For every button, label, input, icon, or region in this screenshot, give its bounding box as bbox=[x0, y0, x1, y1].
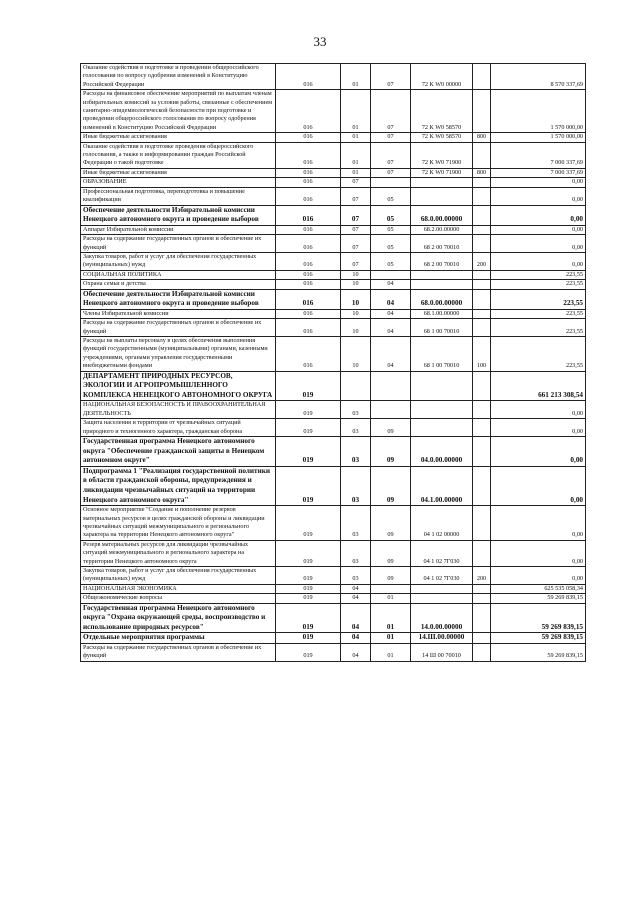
row-name: Основное мероприятие "Создание и пополнение резервов материальных ресурсов в целях гражданской обороны и ликвидации чрезвычайных ситуаций межмуниципального и регионального характера на территории Ненецкого автономного округа" bbox=[81, 506, 276, 541]
row-article bbox=[411, 270, 473, 279]
row-code: 019 bbox=[276, 401, 341, 419]
row-name: Общеэкономические вопросы bbox=[81, 594, 276, 603]
row-name: Государственная программа Ненецкого автономного округа "Охрана окружающей среды, воспроизводство и использование природных ресурсов" bbox=[81, 603, 276, 633]
row-code: 016 bbox=[276, 178, 341, 187]
row-name: Обеспечение деятельности Избирательной комиссии Ненецкого автономного округа и проведение выборов bbox=[81, 205, 276, 225]
row-code: 016 bbox=[276, 168, 341, 177]
row-section: 10 bbox=[341, 336, 371, 371]
table-row bbox=[81, 319, 586, 337]
row-expense bbox=[473, 594, 491, 603]
row-article: 72 К W0 00000 bbox=[411, 64, 473, 90]
row-name: Расходы на содержание государственных органов и обеспечение их функций bbox=[81, 319, 276, 337]
row-name: Иные бюджетные ассигнования bbox=[81, 133, 276, 142]
row-article bbox=[411, 584, 473, 593]
row-amount: 7 000 337,69 bbox=[491, 168, 586, 177]
row-section: 03 bbox=[341, 566, 371, 584]
table-row bbox=[81, 142, 586, 168]
row-amount: 223,55 bbox=[491, 336, 586, 371]
row-expense bbox=[473, 64, 491, 90]
row-subsection: 01 bbox=[371, 594, 411, 603]
row-name: Государственная программа Ненецкого автономного округа "Обеспечение гражданской защиты в Ненецком автономном округе" bbox=[81, 436, 276, 466]
row-amount: 8 570 337,69 bbox=[491, 64, 586, 90]
row-section: 10 bbox=[341, 319, 371, 337]
row-article bbox=[411, 419, 473, 437]
table-row bbox=[81, 205, 586, 225]
row-subsection: 04 bbox=[371, 336, 411, 371]
row-subsection bbox=[371, 270, 411, 279]
row-subsection: 07 bbox=[371, 168, 411, 177]
row-amount: 0,00 bbox=[491, 205, 586, 225]
table-row bbox=[81, 371, 586, 401]
row-code: 016 bbox=[276, 142, 341, 168]
row-code: 019 bbox=[276, 633, 341, 644]
row-amount: 223,55 bbox=[491, 309, 586, 318]
row-subsection: 09 bbox=[371, 506, 411, 541]
row-code: 016 bbox=[276, 90, 341, 133]
row-article: 72 К W0 71900 bbox=[411, 142, 473, 168]
table-row bbox=[81, 252, 586, 270]
row-name: Иные бюджетные ассигнования bbox=[81, 168, 276, 177]
row-expense bbox=[473, 540, 491, 566]
row-section: 07 bbox=[341, 178, 371, 187]
budget-table bbox=[80, 63, 586, 662]
row-section: 07 bbox=[341, 205, 371, 225]
row-code: 016 bbox=[276, 252, 341, 270]
table-row bbox=[81, 401, 586, 419]
row-subsection: 04 bbox=[371, 280, 411, 289]
page-number: 33 bbox=[313, 34, 327, 49]
row-article bbox=[411, 594, 473, 603]
row-amount: 0,00 bbox=[491, 436, 586, 466]
row-article bbox=[411, 280, 473, 289]
table-row bbox=[81, 506, 586, 541]
row-subsection: 05 bbox=[371, 205, 411, 225]
row-code: 019 bbox=[276, 540, 341, 566]
row-article: 04.0.00.00000 bbox=[411, 436, 473, 466]
table-row bbox=[81, 466, 586, 505]
row-section: 04 bbox=[341, 584, 371, 593]
table-row bbox=[81, 584, 586, 593]
row-amount: 625 535 058,34 bbox=[491, 584, 586, 593]
table-row bbox=[81, 225, 586, 234]
row-amount: 661 213 308,54 bbox=[491, 371, 586, 401]
row-code: 019 bbox=[276, 566, 341, 584]
table-row bbox=[81, 594, 586, 603]
row-expense bbox=[473, 205, 491, 225]
row-expense bbox=[473, 506, 491, 541]
table-row bbox=[81, 64, 586, 90]
row-name: Подпрограмма 1 "Реализация государственной политики в области гражданской обороны, предупреждения и ликвидации чрезвычайных ситуаций на территории Ненецкого автономного округа" bbox=[81, 466, 276, 505]
row-expense bbox=[473, 309, 491, 318]
row-code: 019 bbox=[276, 643, 341, 661]
row-name: Расходы на выплаты персоналу в целях обеспечения выполнения функций государственными (муниципальными) органами, казенными учреждениями, органами управления государственными внебюджетными фондами bbox=[81, 336, 276, 371]
table-row bbox=[81, 178, 586, 187]
row-expense bbox=[473, 289, 491, 309]
row-amount: 0,00 bbox=[491, 466, 586, 505]
row-code: 019 bbox=[276, 371, 341, 401]
table-row bbox=[81, 168, 586, 177]
row-article: 68.1.00.00000 bbox=[411, 309, 473, 318]
row-name: Члены Избирательной комиссии bbox=[81, 309, 276, 318]
row-name: Защита населения и территории от чрезвычайных ситуаций природного и техногенного характера, гражданская оборона bbox=[81, 419, 276, 437]
row-section: 03 bbox=[341, 506, 371, 541]
row-code: 019 bbox=[276, 603, 341, 633]
row-amount: 223,55 bbox=[491, 319, 586, 337]
row-subsection: 07 bbox=[371, 64, 411, 90]
row-amount: 0,00 bbox=[491, 566, 586, 584]
row-article: 04 1 02 7Г030 bbox=[411, 540, 473, 566]
row-amount: 59 269 839,15 bbox=[491, 594, 586, 603]
row-expense: 200 bbox=[473, 566, 491, 584]
row-amount: 223,55 bbox=[491, 270, 586, 279]
row-expense: 100 bbox=[473, 336, 491, 371]
row-article: 72 К W0 58570 bbox=[411, 90, 473, 133]
row-subsection: 01 bbox=[371, 633, 411, 644]
row-amount: 1 570 000,00 bbox=[491, 133, 586, 142]
row-amount: 0,00 bbox=[491, 235, 586, 253]
row-section: 01 bbox=[341, 168, 371, 177]
row-expense bbox=[473, 319, 491, 337]
row-name: Закупка товаров, работ и услуг для обеспечения государственных (муниципальных) нужд bbox=[81, 566, 276, 584]
row-code: 016 bbox=[276, 270, 341, 279]
row-section: 04 bbox=[341, 643, 371, 661]
row-article: 68 1 00 70010 bbox=[411, 319, 473, 337]
row-amount: 0,00 bbox=[491, 252, 586, 270]
row-amount: 0,00 bbox=[491, 187, 586, 205]
table-row bbox=[81, 419, 586, 437]
row-amount: 0,00 bbox=[491, 401, 586, 419]
row-article bbox=[411, 178, 473, 187]
row-expense bbox=[473, 401, 491, 419]
row-code: 016 bbox=[276, 187, 341, 205]
row-name: Расходы на содержание государственных органов и обеспечение их функций bbox=[81, 235, 276, 253]
row-section: 03 bbox=[341, 436, 371, 466]
row-section: 04 bbox=[341, 603, 371, 633]
row-article: 04 1 02 00000 bbox=[411, 506, 473, 541]
row-subsection: 05 bbox=[371, 225, 411, 234]
row-expense bbox=[473, 187, 491, 205]
row-amount: 59 269 839,15 bbox=[491, 603, 586, 633]
row-section: 03 bbox=[341, 466, 371, 505]
row-code: 016 bbox=[276, 205, 341, 225]
row-article: 04 1 02 7Г030 bbox=[411, 566, 473, 584]
row-expense bbox=[473, 371, 491, 401]
row-name: Отдельные мероприятия программы bbox=[81, 633, 276, 644]
row-amount: 0,00 bbox=[491, 540, 586, 566]
row-code: 019 bbox=[276, 419, 341, 437]
row-code: 019 bbox=[276, 506, 341, 541]
row-subsection: 09 bbox=[371, 540, 411, 566]
row-section: 01 bbox=[341, 142, 371, 168]
row-article: 04.1.00.00000 bbox=[411, 466, 473, 505]
row-section: 07 bbox=[341, 252, 371, 270]
row-section: 10 bbox=[341, 289, 371, 309]
row-expense bbox=[473, 142, 491, 168]
row-expense bbox=[473, 270, 491, 279]
row-code: 016 bbox=[276, 225, 341, 234]
table-row bbox=[81, 280, 586, 289]
row-expense: 200 bbox=[473, 252, 491, 270]
row-subsection: 04 bbox=[371, 319, 411, 337]
row-article: 68.0.00.00000 bbox=[411, 289, 473, 309]
row-amount: 0,00 bbox=[491, 178, 586, 187]
table-row bbox=[81, 540, 586, 566]
row-subsection bbox=[371, 178, 411, 187]
row-expense bbox=[473, 466, 491, 505]
row-code: 016 bbox=[276, 289, 341, 309]
row-name: СОЦИАЛЬНАЯ ПОЛИТИКА bbox=[81, 270, 276, 279]
row-article bbox=[411, 371, 473, 401]
row-subsection: 05 bbox=[371, 252, 411, 270]
row-name: Расходы на финансовое обеспечение мероприятий по выплатам членам избирательных комиссий за условия работы, связанные с обеспечением санитарно-эпидемиологической безопасности при подготовке и проведении общероссийского голосования по вопросу одобрения изменений в Конституцию Российской Федерации bbox=[81, 90, 276, 133]
row-subsection: 09 bbox=[371, 436, 411, 466]
row-code: 019 bbox=[276, 594, 341, 603]
row-subsection: 05 bbox=[371, 235, 411, 253]
row-section bbox=[341, 371, 371, 401]
row-article: 68.2.00.00000 bbox=[411, 225, 473, 234]
row-section: 03 bbox=[341, 540, 371, 566]
row-code: 016 bbox=[276, 319, 341, 337]
row-code: 016 bbox=[276, 235, 341, 253]
row-section: 10 bbox=[341, 280, 371, 289]
row-name: Оказание содействия в подготовке и проведении общероссийского голосования по вопросу одобрения изменений в Конституцию Российской Федерации bbox=[81, 64, 276, 90]
row-subsection: 07 bbox=[371, 133, 411, 142]
table-row bbox=[81, 289, 586, 309]
row-section: 01 bbox=[341, 133, 371, 142]
row-section: 04 bbox=[341, 594, 371, 603]
row-expense bbox=[473, 603, 491, 633]
row-expense bbox=[473, 178, 491, 187]
row-subsection: 04 bbox=[371, 309, 411, 318]
row-article: 68 1 00 70010 bbox=[411, 336, 473, 371]
row-name: ОБРАЗОВАНИЕ bbox=[81, 178, 276, 187]
row-name: Расходы на содержание государственных органов и обеспечение их функций bbox=[81, 643, 276, 661]
row-article: 68 2 00 70010 bbox=[411, 252, 473, 270]
row-code: 019 bbox=[276, 436, 341, 466]
row-amount: 0,00 bbox=[491, 419, 586, 437]
row-code: 016 bbox=[276, 133, 341, 142]
row-article bbox=[411, 187, 473, 205]
table-row bbox=[81, 603, 586, 633]
row-section: 03 bbox=[341, 401, 371, 419]
row-section: 01 bbox=[341, 64, 371, 90]
row-article: 14.Ш.00.00000 bbox=[411, 633, 473, 644]
row-subsection: 05 bbox=[371, 187, 411, 205]
row-section: 07 bbox=[341, 225, 371, 234]
row-subsection: 07 bbox=[371, 90, 411, 133]
row-section: 07 bbox=[341, 235, 371, 253]
table-row bbox=[81, 235, 586, 253]
row-expense: 800 bbox=[473, 168, 491, 177]
row-article bbox=[411, 401, 473, 419]
row-expense bbox=[473, 584, 491, 593]
row-section: 07 bbox=[341, 187, 371, 205]
row-subsection: 04 bbox=[371, 289, 411, 309]
row-expense bbox=[473, 90, 491, 133]
row-expense: 800 bbox=[473, 133, 491, 142]
row-article: 72 К W0 58570 bbox=[411, 133, 473, 142]
row-name: Охрана семьи и детства bbox=[81, 280, 276, 289]
row-expense bbox=[473, 633, 491, 644]
row-code: 019 bbox=[276, 466, 341, 505]
row-name: Резерв материальных ресурсов для ликвидации чрезвычайных ситуаций межмуниципального и регионального характера на территории Ненецкого автономного округа bbox=[81, 540, 276, 566]
row-name: ДЕПАРТАМЕНТ ПРИРОДНЫХ РЕСУРСОВ, ЭКОЛОГИИ И АГРОПРОМЫШЛЕННОГО КОМПЛЕКСА НЕНЕЦКОГО АВТОНОМНОГО ОКРУГА bbox=[81, 371, 276, 401]
row-amount: 0,00 bbox=[491, 225, 586, 234]
table-row bbox=[81, 90, 586, 133]
row-section: 10 bbox=[341, 309, 371, 318]
row-subsection: 09 bbox=[371, 419, 411, 437]
row-code: 016 bbox=[276, 336, 341, 371]
row-article: 72 К W0 71900 bbox=[411, 168, 473, 177]
table-row bbox=[81, 187, 586, 205]
row-amount: 59 269 839,15 bbox=[491, 643, 586, 661]
table-row bbox=[81, 643, 586, 661]
row-subsection: 01 bbox=[371, 643, 411, 661]
row-subsection bbox=[371, 371, 411, 401]
row-name: НАЦИОНАЛЬНАЯ БЕЗОПАСНОСТЬ И ПРАВООХРАНИТЕЛЬНАЯ ДЕЯТЕЛЬНОСТЬ bbox=[81, 401, 276, 419]
row-expense bbox=[473, 643, 491, 661]
row-expense bbox=[473, 235, 491, 253]
row-section: 10 bbox=[341, 270, 371, 279]
row-amount: 7 000 337,69 bbox=[491, 142, 586, 168]
row-code: 016 bbox=[276, 309, 341, 318]
row-amount: 223,55 bbox=[491, 280, 586, 289]
row-name: НАЦИОНАЛЬНАЯ ЭКОНОМИКА bbox=[81, 584, 276, 593]
row-amount: 223,55 bbox=[491, 289, 586, 309]
table-row bbox=[81, 336, 586, 371]
row-name: Аппарат Избирательной комиссии bbox=[81, 225, 276, 234]
row-amount: 59 269 839,15 bbox=[491, 633, 586, 644]
row-expense bbox=[473, 225, 491, 234]
row-name: Оказание содействия в подготовке проведения общероссийского голосования, а также в информировании граждан Российской Федерации о такой подготовке bbox=[81, 142, 276, 168]
row-subsection: 01 bbox=[371, 603, 411, 633]
row-expense bbox=[473, 436, 491, 466]
table-row bbox=[81, 270, 586, 279]
row-name: Профессиональная подготовка, переподготовка и повышение квалификации bbox=[81, 187, 276, 205]
row-code: 016 bbox=[276, 280, 341, 289]
row-code: 016 bbox=[276, 64, 341, 90]
row-name: Закупка товаров, работ и услуг для обеспечения государственных (муниципальных) нужд bbox=[81, 252, 276, 270]
row-article: 14 Ш 00 70010 bbox=[411, 643, 473, 661]
row-subsection: 07 bbox=[371, 142, 411, 168]
row-article: 14.0.00.00000 bbox=[411, 603, 473, 633]
table-row bbox=[81, 309, 586, 318]
row-expense bbox=[473, 419, 491, 437]
row-section: 01 bbox=[341, 90, 371, 133]
row-section: 03 bbox=[341, 419, 371, 437]
table-row bbox=[81, 566, 586, 584]
table-row bbox=[81, 633, 586, 644]
row-name: Обеспечение деятельности Избирательной комиссии Ненецкого автономного округа и проведение выборов bbox=[81, 289, 276, 309]
row-subsection: 09 bbox=[371, 566, 411, 584]
row-article: 68.0.00.00000 bbox=[411, 205, 473, 225]
row-amount: 0,00 bbox=[491, 506, 586, 541]
row-amount: 1 570 000,00 bbox=[491, 90, 586, 133]
row-code: 019 bbox=[276, 584, 341, 593]
row-subsection bbox=[371, 584, 411, 593]
table-row bbox=[81, 133, 586, 142]
row-expense bbox=[473, 280, 491, 289]
row-section: 04 bbox=[341, 633, 371, 644]
row-subsection bbox=[371, 401, 411, 419]
row-article: 68 2 00 70010 bbox=[411, 235, 473, 253]
row-subsection: 09 bbox=[371, 466, 411, 505]
table-row bbox=[81, 436, 586, 466]
